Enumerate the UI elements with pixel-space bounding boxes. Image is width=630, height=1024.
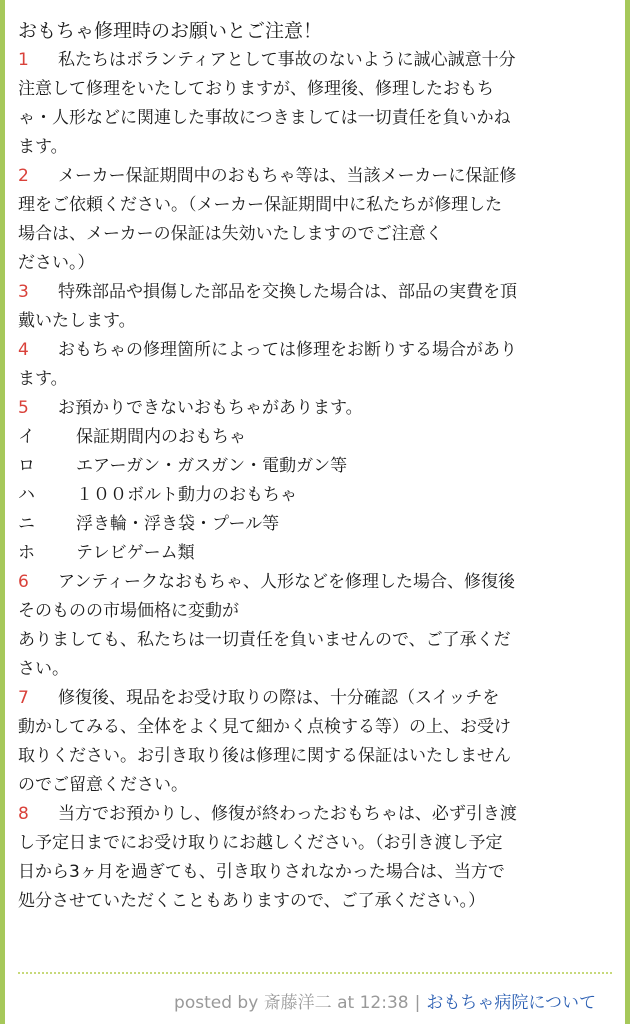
- notice-item-2-line-1: 2 メーカー保証期間中のおもちゃ等は、当該メーカーに保証修: [18, 162, 608, 191]
- notice-item-5-line-1: 5 お預かりできないおもちゃがあります。: [18, 394, 608, 423]
- at-label: at: [337, 993, 355, 1013]
- notice-item-1-line-1: 1 私たちはボランティアとして事故のないように誠心誠意十分: [18, 46, 608, 75]
- item-number: 7: [18, 688, 29, 708]
- sub-item-text: 浮き輪・浮き袋・プール等: [76, 514, 280, 534]
- notice-item-8-line-2: し予定日までにお受け取りにお越しください。（お引き渡し予定: [18, 833, 503, 853]
- sub-item: [18, 481, 608, 510]
- notice-item-2-line-2: 理をご依頼ください。（メーカー保証期間中に私たちが修理した: [18, 195, 503, 215]
- sub-item: [18, 510, 608, 539]
- notice-item-1-line-3: ゃ・人形などに関連した事故につきましては一切責任を負いかね: [18, 108, 511, 128]
- sub-item: [18, 539, 608, 568]
- notice-item-1-line-2: 注意して修理をいたしておりますが、修理後、修理したおもち: [18, 79, 494, 99]
- notice-item-8-line-3: 日から3ヶ月を過ぎても、引き取りされなかった場合は、当方で: [18, 862, 505, 882]
- sub-item: [18, 452, 608, 481]
- item-number: 4: [18, 340, 29, 360]
- sub-item-mark: イ: [18, 427, 35, 447]
- notice-item-4-line-2: ます。: [18, 369, 68, 389]
- post-time: 12:38: [359, 993, 409, 1013]
- notice-item-7-line-1: 7 修復後、現品をお受け取りの際は、十分確認（スイッチを: [18, 684, 608, 713]
- notice-list: [18, 46, 608, 916]
- notice-item-6-line-1: 6 アンティークなおもちゃ、人形などを修理した場合、修復後: [18, 568, 608, 597]
- item-number: 5: [18, 398, 29, 418]
- footer-separator: |: [414, 993, 421, 1013]
- notice-item-2-line-3: 場合は、メーカーの保証は失効いたしますのでご注意く: [18, 224, 443, 244]
- footer-divider: [18, 972, 612, 974]
- notice-item-6-line-2: そのものの市場価格に変動が: [18, 601, 239, 621]
- notice-item-7-line-3: 取りください。お引き取り後は修理に関する保証はいたしません: [18, 746, 511, 766]
- item-number: 1: [18, 50, 29, 70]
- sub-item: [18, 423, 608, 452]
- notice-item-3-line-2: 戴いたします。: [18, 311, 136, 331]
- notice-item-8-line-1: 8 当方でお預かりし、修復が終わったおもちゃは、必ず引き渡: [18, 800, 608, 829]
- notice-item-4-line-1: 4 おもちゃの修理箇所によっては修理をお断りする場合があり: [18, 336, 608, 365]
- item-number: 3: [18, 282, 29, 302]
- sub-item-mark: ニ: [18, 514, 35, 534]
- post-footer: [0, 988, 596, 1013]
- notice-item-6-line-3: ありましても、私たちは一切責任を負いませんので、ご了承くだ: [18, 630, 511, 650]
- item-number: 6: [18, 572, 29, 592]
- notice-item-1-line-4: ます。: [18, 137, 68, 157]
- sub-item-text: １００ボルト動力のおもちゃ: [76, 485, 297, 505]
- sub-item-text: 保証期間内のおもちゃ: [76, 427, 246, 447]
- item-number: 8: [18, 804, 29, 824]
- notice-item-2-line-4: ださい。）: [18, 253, 95, 273]
- posted-by-label: posted by: [174, 993, 259, 1013]
- notice-item-7-line-2: 動かしてみる、全体をよく見て細かく点検する等）の上、お受け: [18, 717, 511, 737]
- notice-item-3-line-1: 3 特殊部品や損傷した部品を交換した場合は、部品の実費を頂: [18, 278, 608, 307]
- sub-item-mark: ハ: [18, 485, 35, 505]
- article-title: おもちゃ修理時のお願いとご注意！: [18, 20, 323, 42]
- sub-item-text: テレビゲーム類: [76, 543, 195, 563]
- notice-item-7-line-4: のでご留意ください。: [18, 775, 188, 795]
- sub-item-mark: ホ: [18, 543, 35, 563]
- notice-item-8-line-4: 処分させていただくこともありますので、ご了承ください。）: [18, 891, 486, 911]
- category-link[interactable]: おもちゃ病院について: [426, 993, 596, 1013]
- sub-item-text: エアーガン・ガスガン・電動ガン等: [76, 456, 348, 476]
- article-body: [18, 16, 608, 916]
- author-name: 斎藤洋二: [263, 993, 332, 1013]
- item-number: 2: [18, 166, 29, 186]
- notice-item-6-line-4: さい。: [18, 659, 69, 679]
- sub-item-mark: ロ: [18, 456, 35, 476]
